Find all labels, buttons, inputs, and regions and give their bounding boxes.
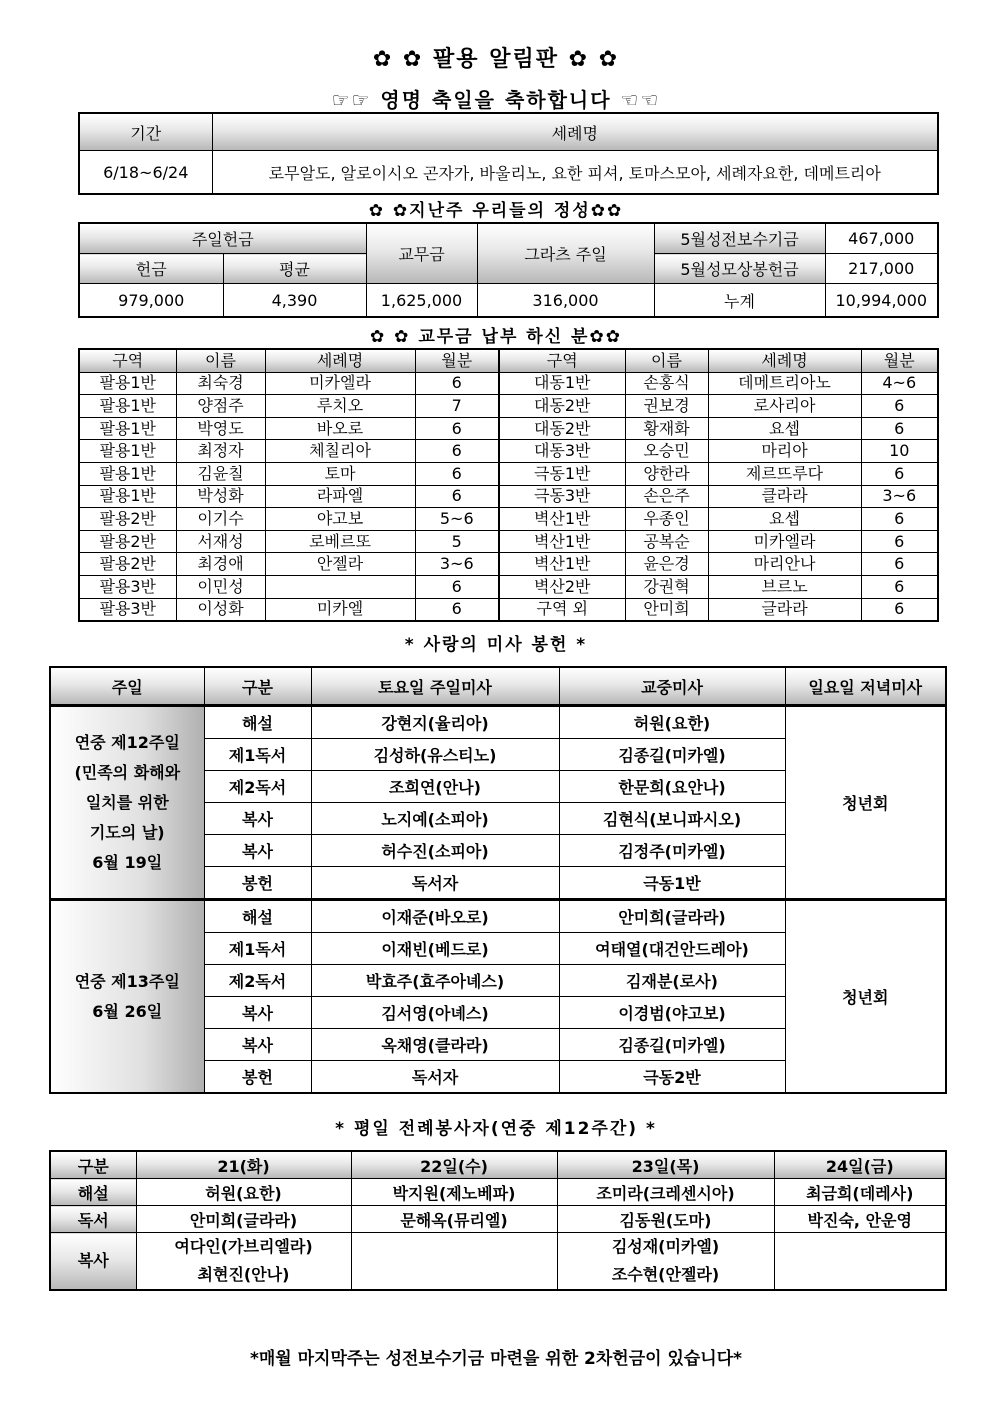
mass-role: 복사 [204, 835, 311, 867]
dues-cell: 우종인 [625, 508, 708, 531]
mass-role: 복사 [204, 1029, 311, 1061]
total-value: 10,994,000 [825, 284, 938, 318]
dues-cell: 루치오 [265, 395, 415, 418]
weekday-cell: 박지원(제노베파) [351, 1179, 557, 1206]
mass-row [50, 706, 946, 739]
dues-cell: 극동1반 [499, 462, 625, 485]
server-name: 김성재(미카엘) [611, 1237, 720, 1256]
dues-cell: 6 [415, 372, 499, 395]
mass-cell: 허원(요한) [559, 706, 785, 739]
dues-cell [265, 575, 415, 598]
weekday-header: 24일(금) [774, 1151, 946, 1179]
dues-cell: 6 [861, 508, 938, 531]
dues-cell: 팔용1반 [79, 462, 176, 485]
weekday-cell [136, 1233, 351, 1291]
mass-role: 복사 [204, 997, 311, 1029]
mass-header: 토요일 주일미사 [311, 667, 559, 706]
dues-cell: 팔용1반 [79, 372, 176, 395]
mass-cell: 노지예(소피아) [311, 803, 559, 835]
dues-cell: 양한라 [625, 462, 708, 485]
dues-cell: 6 [861, 395, 938, 418]
dues-cell: 데메트리아노 [708, 372, 861, 395]
mary-statue-label: 5월성모상봉헌금 [654, 254, 825, 284]
dues-cell: 이기수 [176, 508, 265, 531]
mass-cell: 독서자 [311, 1061, 559, 1094]
mass-cell: 안미희(글라라) [559, 900, 785, 933]
sunday-label-line: 일치를 위한 [85, 792, 169, 812]
sunday-collection-label: 주일헌금 [79, 223, 366, 254]
sunday-label-line: 기도의 날) [89, 822, 165, 842]
weekday-role-reading: 독서 [50, 1206, 136, 1233]
mass-role: 봉헌 [204, 1061, 311, 1094]
evening-mass-cell: 청년회 [785, 706, 946, 900]
dues-cell: 팔용3반 [79, 575, 176, 598]
dues-label: 교무금 [366, 223, 477, 284]
dues-cell: 6 [415, 485, 499, 508]
dues-row [79, 575, 938, 598]
weekday-header: 구분 [50, 1151, 136, 1179]
sunday-label [50, 900, 204, 1094]
dues-value: 1,625,000 [366, 284, 477, 318]
mass-header: 구분 [204, 667, 311, 706]
dues-row [79, 417, 938, 440]
dues-cell: 토마 [265, 462, 415, 485]
dues-cell: 구역 외 [499, 598, 625, 621]
dues-cell: 팔용1반 [79, 417, 176, 440]
dues-cell: 대동2반 [499, 395, 625, 418]
dues-row [79, 395, 938, 418]
dues-cell: 서재성 [176, 530, 265, 553]
dues-cell: 대동3반 [499, 440, 625, 463]
dues-cell: 브르노 [708, 575, 861, 598]
dues-cell: 박영도 [176, 417, 265, 440]
dues-cell: 3~6 [415, 553, 499, 576]
cash-label: 헌금 [79, 254, 223, 284]
dues-cell: 6 [861, 417, 938, 440]
dues-cell: 마리안나 [708, 553, 861, 576]
page-title: ✿ ✿ 팔용 알림판 ✿ ✿ [372, 47, 620, 72]
sunday-label [50, 706, 204, 900]
dues-row [79, 553, 938, 576]
saints-names: 로무알도, 알로이시오 곤자가, 바울리노, 요한 피셔, 토마스모아, 세례자요한, 데메트리아 [212, 151, 938, 195]
dues-cell: 최숙경 [176, 372, 265, 395]
dues-cell: 팔용2반 [79, 508, 176, 531]
mass-rows [50, 706, 946, 1094]
weekday-cell: 김동원(도마) [557, 1206, 774, 1233]
mass-cell: 한문희(요안나) [559, 771, 785, 803]
dues-cell: 4~6 [861, 372, 938, 395]
footer-notice: *매월 마지막주는 성전보수기금 마련을 위한 2차헌금이 있습니다* [249, 1349, 743, 1369]
mass-cell: 김정주(미카엘) [559, 835, 785, 867]
dues-cell: 5 [415, 530, 499, 553]
total-label: 누계 [654, 284, 825, 318]
mass-cell: 극동2반 [559, 1061, 785, 1094]
dues-cell: 대동2반 [499, 417, 625, 440]
dues-cell: 팔용2반 [79, 553, 176, 576]
dues-header: 구역 [79, 349, 176, 372]
header-baptismal-name: 세례명 [212, 113, 938, 151]
weekday-role-server: 복사 [50, 1233, 136, 1291]
sunday-label-line: 연중 제12주일 [74, 732, 180, 752]
dues-cell: 클라라 [708, 485, 861, 508]
dues-cell: 6 [861, 530, 938, 553]
dues-cell: 김윤칠 [176, 462, 265, 485]
weekday-cell: 조미라(크레센시아) [557, 1179, 774, 1206]
mass-cell: 김현식(보니파시오) [559, 803, 785, 835]
dues-row [79, 508, 938, 531]
dues-header: 이름 [625, 349, 708, 372]
dues-cell: 6 [415, 417, 499, 440]
dues-row [79, 372, 938, 395]
mass-row [50, 900, 946, 933]
dues-cell: 안젤라 [265, 553, 415, 576]
mary-statue-value: 217,000 [825, 254, 938, 284]
mass-cell: 김재분(로사) [559, 965, 785, 997]
dues-cell: 5~6 [415, 508, 499, 531]
evening-mass-cell: 청년회 [785, 900, 946, 1094]
mass-cell: 김종길(미카엘) [559, 1029, 785, 1061]
weekday-header: 22일(수) [351, 1151, 557, 1179]
dues-cell: 안미희 [625, 598, 708, 621]
dues-cell: 6 [861, 462, 938, 485]
mass-role: 해설 [204, 900, 311, 933]
dues-cell: 최경애 [176, 553, 265, 576]
dues-cell: 요셉 [708, 417, 861, 440]
mass-cell: 옥채영(클라라) [311, 1029, 559, 1061]
weekday-cell [557, 1233, 774, 1291]
weekday-servers-table [49, 1150, 947, 1291]
weekday-role-commentary: 해설 [50, 1179, 136, 1206]
server-name: 최현진(안나) [197, 1265, 290, 1284]
dues-cell: 6 [415, 598, 499, 621]
average-value: 4,390 [223, 284, 366, 318]
weekday-cell: 문해옥(뮤리엘) [351, 1206, 557, 1233]
dues-cell: 손은주 [625, 485, 708, 508]
server-name: 조수현(안젤라) [611, 1265, 720, 1284]
dues-cell: 6 [415, 440, 499, 463]
dues-cell: 라파엘 [265, 485, 415, 508]
average-label: 평균 [223, 254, 366, 284]
dues-cell: 6 [861, 598, 938, 621]
dues-cell: 바오로 [265, 417, 415, 440]
mass-header: 일요일 저녁미사 [785, 667, 946, 706]
mass-cell: 조희연(안나) [311, 771, 559, 803]
dues-cell: 글라라 [708, 598, 861, 621]
dues-cell: 체칠리아 [265, 440, 415, 463]
dues-row [79, 485, 938, 508]
header-period: 기간 [79, 113, 212, 151]
dues-cell: 손홍식 [625, 372, 708, 395]
dues-cell: 윤은경 [625, 553, 708, 576]
weekday-cell: 박진숙, 안운영 [774, 1206, 946, 1233]
dues-header: 이름 [176, 349, 265, 372]
dues-cell: 야고보 [265, 508, 415, 531]
dues-cell: 대동1반 [499, 372, 625, 395]
dues-row [79, 462, 938, 485]
saints-table [78, 112, 939, 195]
dues-cell: 6 [861, 575, 938, 598]
dues-cell: 이성화 [176, 598, 265, 621]
sunday-label-line: 6월 19일 [92, 852, 163, 872]
weekday-cell: 최금희(데레사) [774, 1179, 946, 1206]
dues-cell: 박성화 [176, 485, 265, 508]
dues-header: 세례명 [265, 349, 415, 372]
dues-cell: 미카엘라 [708, 530, 861, 553]
dues-header: 월분 [861, 349, 938, 372]
dues-cell: 팔용1반 [79, 440, 176, 463]
dues-row [79, 440, 938, 463]
mass-header: 교중미사 [559, 667, 785, 706]
dues-cell: 팔용2반 [79, 530, 176, 553]
dues-cell: 팔용1반 [79, 485, 176, 508]
mass-header: 주일 [50, 667, 204, 706]
dues-cell: 7 [415, 395, 499, 418]
offering-section-title: ✿ ✿지난주 우리들의 정성✿✿ [368, 201, 624, 221]
saints-period: 6/18~6/24 [79, 151, 212, 195]
mass-cell: 이경범(야고보) [559, 997, 785, 1029]
dues-cell: 6 [861, 553, 938, 576]
dues-cell: 팔용3반 [79, 598, 176, 621]
mass-role: 해설 [204, 706, 311, 739]
weekday-section-title: * 평일 전례봉사자(연중 제12주간) * [335, 1119, 657, 1139]
weekday-header: 21(화) [136, 1151, 351, 1179]
dues-cell: 3~6 [861, 485, 938, 508]
dues-section-title: ✿ ✿ 교무금 납부 하신 분✿✿ [370, 327, 622, 347]
dues-cell: 양점주 [176, 395, 265, 418]
dues-cell: 6 [415, 462, 499, 485]
dues-cell: 오승민 [625, 440, 708, 463]
weekday-cell [774, 1233, 946, 1291]
dues-rows [79, 372, 938, 621]
gratias-value: 316,000 [477, 284, 654, 318]
dues-cell: 미카엘라 [265, 372, 415, 395]
mass-cell: 김성하(유스티노) [311, 739, 559, 771]
weekday-cell [351, 1233, 557, 1291]
mass-cell: 이재빈(베드로) [311, 933, 559, 965]
dues-cell: 황재화 [625, 417, 708, 440]
mass-section-title: * 사랑의 미사 봉헌 * [404, 635, 588, 655]
dues-cell: 강권혁 [625, 575, 708, 598]
sunday-label-line: 연중 제13주일 [74, 971, 180, 991]
dues-cell: 벽산1반 [499, 508, 625, 531]
dues-header: 월분 [415, 349, 499, 372]
dues-cell: 로사리아 [708, 395, 861, 418]
mass-role: 제1독서 [204, 739, 311, 771]
weekday-header: 23일(목) [557, 1151, 774, 1179]
mass-cell: 허수진(소피아) [311, 835, 559, 867]
mass-role: 복사 [204, 803, 311, 835]
mass-cell: 독서자 [311, 867, 559, 900]
dues-cell: 요셉 [708, 508, 861, 531]
repair-fund-label: 5월성전보수기금 [654, 223, 825, 254]
dues-cell: 미카엘 [265, 598, 415, 621]
mass-role: 제2독서 [204, 965, 311, 997]
weekday-cell: 허원(요한) [136, 1179, 351, 1206]
mass-cell: 이재준(바오로) [311, 900, 559, 933]
dues-cell: 마리아 [708, 440, 861, 463]
dues-cell: 최정자 [176, 440, 265, 463]
dues-header: 세례명 [708, 349, 861, 372]
dues-row [79, 598, 938, 621]
dues-cell: 권보경 [625, 395, 708, 418]
sunday-label-line: (민족의 화해와 [74, 762, 181, 782]
mass-role: 제1독서 [204, 933, 311, 965]
sunday-label-line: 6월 26일 [92, 1001, 163, 1021]
dues-cell: 벽산1반 [499, 553, 625, 576]
mass-cell: 박효주(효주아녜스) [311, 965, 559, 997]
dues-row [79, 530, 938, 553]
dues-table [78, 348, 939, 622]
dues-cell: 제르뜨루다 [708, 462, 861, 485]
gratias-label: 그라츠 주일 [477, 223, 654, 284]
page-subtitle: ☞☞ 영명 축일을 축하합니다 ☜☜ [331, 88, 661, 112]
mass-cell: 김서영(아녜스) [311, 997, 559, 1029]
mass-role: 제2독서 [204, 771, 311, 803]
mass-cell: 김종길(미카엘) [559, 739, 785, 771]
dues-cell: 벽산1반 [499, 530, 625, 553]
dues-cell: 극동3반 [499, 485, 625, 508]
dues-cell: 10 [861, 440, 938, 463]
weekday-cell: 안미희(글라라) [136, 1206, 351, 1233]
dues-header: 구역 [499, 349, 625, 372]
cash-value: 979,000 [79, 284, 223, 318]
mass-cell: 극동1반 [559, 867, 785, 900]
mass-role: 봉헌 [204, 867, 311, 900]
mass-offering-table [49, 666, 947, 1094]
mass-cell: 여태열(대건안드레아) [559, 933, 785, 965]
repair-fund-value: 467,000 [825, 223, 938, 254]
dues-cell: 6 [415, 575, 499, 598]
dues-cell: 이민성 [176, 575, 265, 598]
mass-cell: 강현지(율리아) [311, 706, 559, 739]
offering-table [78, 222, 939, 318]
server-name: 여다인(가브리엘라) [174, 1237, 313, 1256]
dues-cell: 팔용1반 [79, 395, 176, 418]
dues-cell: 벽산2반 [499, 575, 625, 598]
dues-cell: 공복순 [625, 530, 708, 553]
dues-cell: 로베르또 [265, 530, 415, 553]
